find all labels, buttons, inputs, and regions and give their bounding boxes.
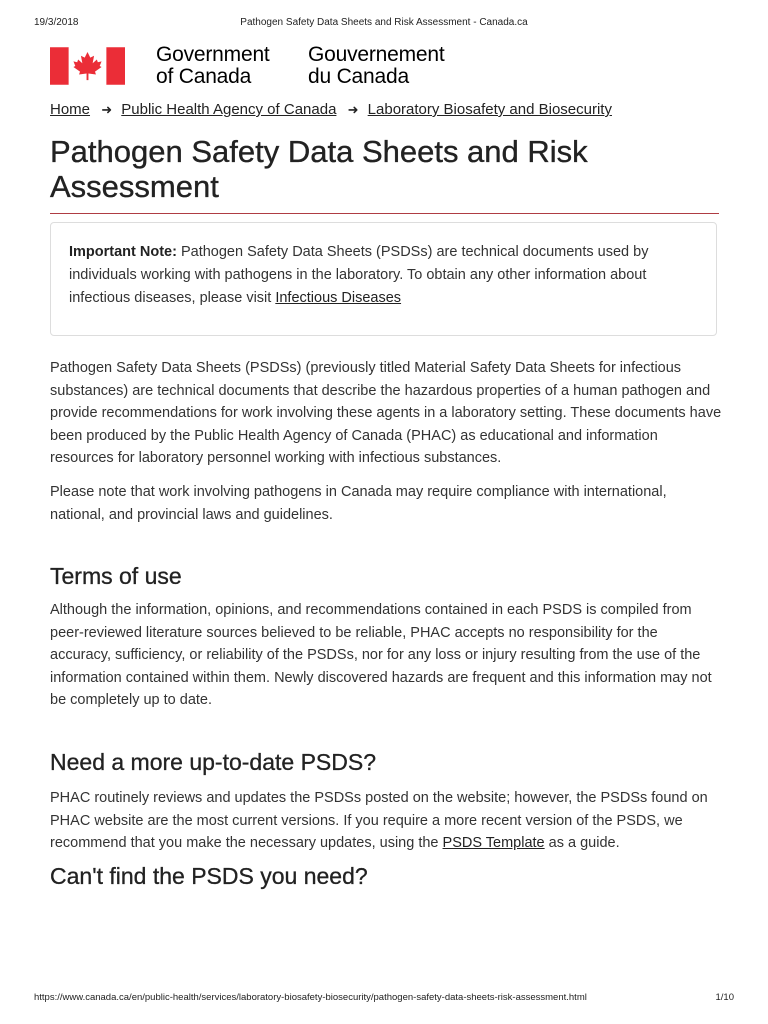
breadcrumb-lab-biosafety[interactable]: Laboratory Biosafety and Biosecurity xyxy=(367,101,612,118)
wordmark-fr-line1: Gouvernement xyxy=(308,43,445,66)
wordmark-english xyxy=(156,44,270,88)
uptodate-paragraph xyxy=(50,787,722,855)
print-date: 19/3/2018 xyxy=(34,17,79,28)
print-page-number: 1/10 xyxy=(715,992,734,1003)
wordmark-en-line2: of Canada xyxy=(156,65,252,88)
print-footer xyxy=(34,992,734,1006)
note-text: Pathogen Safety Data Sheets (PSDSs) are technical documents used by individuals working with pathogens in the laboratory. To obtain any other information about infectious diseases, please visit xyxy=(69,244,649,306)
uptodate-text-after: as a guide. xyxy=(544,835,620,851)
breadcrumb-home[interactable]: Home xyxy=(50,101,91,118)
arrow-right-icon: ➜ xyxy=(101,102,113,117)
psds-template-link[interactable]: PSDS Template xyxy=(442,835,545,851)
breadcrumb xyxy=(50,101,728,118)
arrow-right-icon: ➜ xyxy=(347,102,359,117)
uptodate-heading: Need a more up-to-date PSDS? xyxy=(50,749,377,775)
title-divider xyxy=(50,213,719,214)
wordmark-french xyxy=(308,44,445,88)
wordmark-fr-line2: du Canada xyxy=(308,65,409,88)
intro-paragraph-1: Pathogen Safety Data Sheets (PSDSs) (previously titled Material Safety Data Sheets for infectious substances) are technical documents that describe the hazardous properties of a human pathogen and provide recommendations for work involving these agents in a laboratory setting. These documents have been produced by the Public Health Agency of Canada (PHAC) as educational and information resources for laboratory personnel working with infectious substances. xyxy=(50,360,722,466)
wordmark-en-line1: Government xyxy=(156,43,270,66)
page-title: Pathogen Safety Data Sheets and Risk Assessment xyxy=(50,134,588,204)
terms-heading: Terms of use xyxy=(50,563,182,589)
cantfind-heading: Can't find the PSDS you need? xyxy=(50,863,368,889)
intro-paragraph-2: Please note that work involving pathogens in Canada may require compliance with international, national, and provincial laws and guidelines. xyxy=(50,484,667,523)
note-label: Important Note: xyxy=(69,244,177,260)
terms-paragraph: Although the information, opinions, and recommendations contained in each PSDS is compiled from peer-reviewed literature sources believed to be reliable, PHAC accepts no responsibility for the accuracy, sufficiency, or reliability of the PSDSs, nor for any loss or injury resulting from the use of the information contained within them. Newly discovered hazards are frequent and this information may not be completely up to date. xyxy=(50,602,712,708)
print-header xyxy=(34,17,734,31)
print-url: https://www.canada.ca/en/public-health/services/laboratory-biosafety-biosecurity/pathogen-safety-data-sheets-risk-assessment.html xyxy=(34,992,587,1003)
infectious-diseases-link[interactable]: Infectious Diseases xyxy=(275,290,402,306)
uptodate-text-before: PHAC routinely reviews and updates the PSDSs posted on the website; however, the PSDSs found on PHAC website are the most current versions. If you require a more recent version of the PSDS, we recommend that you make the necessary updates, using the xyxy=(50,790,708,851)
canada-flag-icon xyxy=(50,47,125,85)
important-note-box xyxy=(50,222,717,336)
breadcrumb-phac[interactable]: Public Health Agency of Canada xyxy=(121,101,337,118)
print-page-title: Pathogen Safety Data Sheets and Risk Assessment - Canada.ca xyxy=(240,17,528,28)
